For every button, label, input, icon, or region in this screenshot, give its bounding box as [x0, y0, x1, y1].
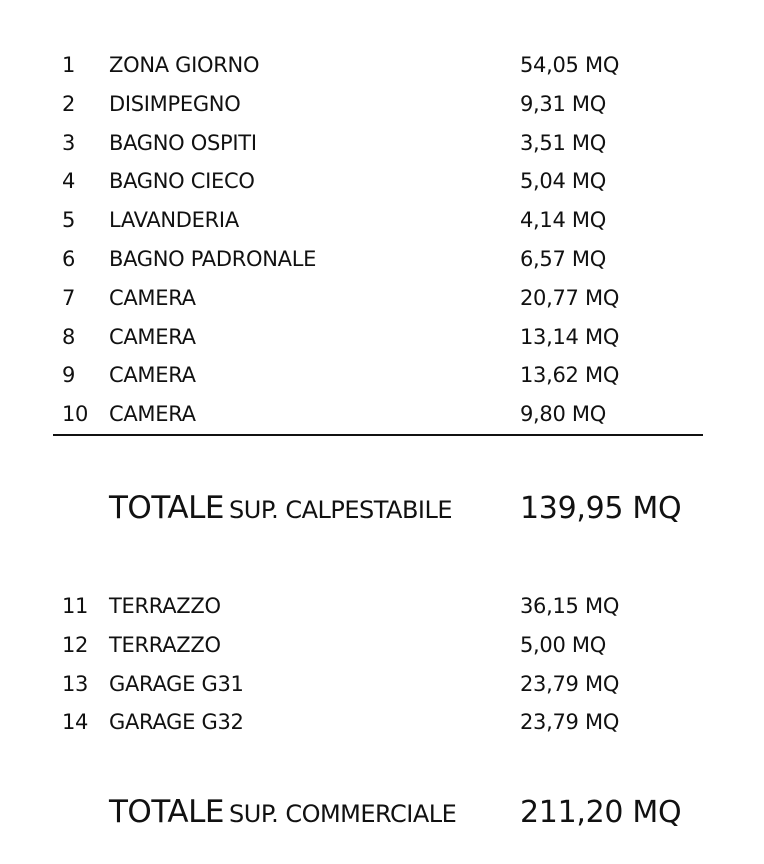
table-row	[0, 356, 764, 395]
room-area: 3,51 MQ	[520, 130, 606, 155]
room-area: 9,80 MQ	[520, 402, 606, 427]
room-name: BAGNO OSPITI	[109, 130, 257, 155]
room-area: 4,14 MQ	[520, 208, 606, 233]
total-description: SUP. COMMERCIALE	[229, 800, 457, 828]
room-number: 3	[62, 130, 76, 155]
room-name: LAVANDERIA	[109, 208, 239, 233]
room-list	[0, 46, 764, 434]
room-area: 13,62 MQ	[520, 363, 620, 388]
room-number: 9	[62, 363, 76, 388]
room-number: 8	[62, 324, 76, 349]
room-name: ZONA GIORNO	[109, 53, 260, 77]
table-row	[0, 395, 764, 434]
room-name: BAGNO CIECO	[109, 169, 255, 194]
room-area: 54,05 MQ	[520, 53, 620, 77]
table-row	[0, 279, 764, 318]
table-row	[0, 703, 764, 742]
table-row	[0, 240, 764, 279]
room-number: 2	[62, 91, 76, 116]
room-area: 20,77 MQ	[520, 285, 620, 310]
table-row	[0, 665, 764, 704]
room-name: DISIMPEGNO	[109, 91, 241, 116]
table-row	[0, 124, 764, 163]
room-name: GARAGE G32	[109, 710, 244, 735]
room-number: 1	[62, 53, 76, 77]
room-name: CAMERA	[109, 285, 196, 310]
room-area: 9,31 MQ	[520, 91, 606, 116]
table-row	[0, 201, 764, 240]
room-area: 13,14 MQ	[520, 324, 620, 349]
divider-line	[53, 434, 703, 436]
room-name: BAGNO PADRONALE	[109, 246, 317, 271]
extras-list	[0, 587, 764, 742]
total-calpestabile	[0, 488, 764, 538]
total-commerciale	[0, 792, 764, 842]
table-row	[0, 46, 764, 85]
room-name: CAMERA	[109, 363, 196, 388]
room-number: 10	[62, 402, 89, 427]
table-row	[0, 626, 764, 665]
table-row	[0, 85, 764, 124]
total-description: SUP. CALPESTABILE	[229, 496, 453, 524]
total-commerciale-value: 211,20 MQ	[520, 795, 682, 830]
table-row	[0, 318, 764, 357]
room-area: 5,00 MQ	[520, 632, 606, 657]
total-word: TOTALE	[109, 490, 224, 526]
total-calpestabile-value: 139,95 MQ	[520, 491, 682, 526]
total-commerciale-label	[109, 794, 456, 830]
room-number: 11	[62, 594, 89, 618]
total-word: TOTALE	[109, 794, 224, 830]
room-number: 14	[62, 710, 89, 735]
room-area: 23,79 MQ	[520, 671, 620, 696]
room-area: 36,15 MQ	[520, 594, 620, 618]
room-name: TERRAZZO	[109, 632, 221, 657]
room-number: 6	[62, 246, 76, 271]
room-area: 23,79 MQ	[520, 710, 620, 735]
room-number: 5	[62, 208, 76, 233]
room-area: 5,04 MQ	[520, 169, 606, 194]
room-name: GARAGE G31	[109, 671, 244, 696]
room-number: 4	[62, 169, 76, 194]
room-name: CAMERA	[109, 324, 196, 349]
room-area: 6,57 MQ	[520, 246, 606, 271]
room-name: CAMERA	[109, 402, 196, 427]
table-row	[0, 587, 764, 626]
room-name: TERRAZZO	[109, 594, 221, 618]
table-row	[0, 162, 764, 201]
room-number: 7	[62, 285, 76, 310]
room-number: 12	[62, 632, 89, 657]
room-number: 13	[62, 671, 89, 696]
total-calpestabile-label	[109, 490, 452, 526]
